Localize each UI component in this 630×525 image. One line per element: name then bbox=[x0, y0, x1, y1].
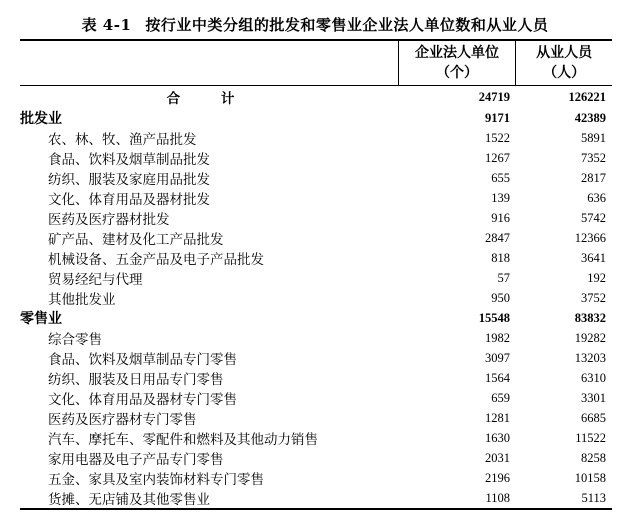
row-name: 矿产品、建材及化工产品批发 bbox=[48, 232, 224, 248]
row-name: 合 计 bbox=[166, 91, 253, 107]
row-name: 文化、体育用品及器材专门零售 bbox=[48, 392, 237, 408]
row-name: 医药及医疗器材专门零售 bbox=[48, 412, 197, 428]
row-units: 916 bbox=[491, 210, 510, 225]
row-units: 950 bbox=[491, 290, 510, 305]
row-units: 1108 bbox=[485, 490, 510, 505]
row-name: 汽车、摩托车、零配件和燃料及其他动力销售 bbox=[48, 432, 318, 448]
table-row bbox=[20, 148, 612, 168]
row-employees: 11522 bbox=[575, 430, 606, 445]
row-name: 五金、家具及室内装饰材料专门零售 bbox=[48, 472, 264, 488]
row-units: 24719 bbox=[478, 89, 510, 104]
row-name: 机械设备、五金产品及电子产品批发 bbox=[48, 252, 264, 268]
row-name: 食品、饮料及烟草制品专门零售 bbox=[48, 352, 237, 368]
row-units: 659 bbox=[491, 390, 510, 405]
table-row bbox=[20, 448, 612, 468]
table-row bbox=[20, 188, 612, 208]
table-row bbox=[20, 248, 612, 268]
row-employees: 8258 bbox=[581, 450, 606, 465]
table-header bbox=[20, 41, 612, 86]
row-name: 货摊、无店铺及其他零售业 bbox=[48, 492, 210, 508]
table-number: 表 4-1 bbox=[81, 16, 132, 34]
row-employees: 10158 bbox=[574, 470, 606, 485]
category-row bbox=[20, 308, 612, 328]
row-employees: 5742 bbox=[581, 210, 606, 225]
row-units: 15548 bbox=[478, 310, 510, 325]
category-row bbox=[20, 108, 612, 128]
table-row bbox=[20, 328, 612, 348]
row-units: 9171 bbox=[485, 110, 510, 125]
row-employees: 3301 bbox=[581, 390, 606, 405]
row-name: 农、林、牧、渔产品批发 bbox=[48, 132, 197, 148]
row-units: 1281 bbox=[485, 410, 510, 425]
row-units: 1982 bbox=[485, 330, 510, 345]
row-employees: 83832 bbox=[574, 310, 606, 325]
row-units: 1522 bbox=[485, 130, 510, 145]
table-row bbox=[20, 208, 612, 228]
row-units: 818 bbox=[491, 250, 510, 265]
row-name: 纺织、服装及日用品专门零售 bbox=[48, 372, 224, 388]
header-employees bbox=[516, 41, 612, 85]
row-name: 纺织、服装及家庭用品批发 bbox=[48, 172, 210, 188]
row-employees: 192 bbox=[587, 270, 606, 285]
table-row bbox=[20, 368, 612, 388]
table-title bbox=[0, 14, 630, 35]
table-title-text: 按行业中类分组的批发和零售业企业法人单位数和从业人员 bbox=[145, 16, 549, 34]
row-employees: 6310 bbox=[581, 370, 606, 385]
row-employees: 5891 bbox=[581, 130, 606, 145]
row-employees: 19282 bbox=[574, 330, 606, 345]
header-employees-label: 从业人员 bbox=[536, 45, 593, 61]
row-employees: 42389 bbox=[574, 110, 606, 125]
row-name: 家用电器及电子产品专门零售 bbox=[48, 452, 224, 468]
row-name: 综合零售 bbox=[48, 332, 102, 348]
row-units: 2031 bbox=[485, 450, 510, 465]
row-units: 2847 bbox=[485, 230, 510, 245]
header-units-unit: （个） bbox=[436, 65, 479, 81]
row-units: 655 bbox=[491, 170, 510, 185]
table-row bbox=[20, 348, 612, 368]
row-employees: 2817 bbox=[581, 170, 606, 185]
table-row bbox=[20, 128, 612, 148]
row-employees: 5113 bbox=[581, 490, 606, 505]
row-employees: 3641 bbox=[581, 250, 606, 265]
row-employees: 6685 bbox=[581, 410, 606, 425]
row-employees: 13203 bbox=[574, 350, 606, 365]
table-row bbox=[20, 168, 612, 188]
data-table bbox=[20, 39, 612, 510]
row-units: 1630 bbox=[485, 430, 510, 445]
table-row bbox=[20, 268, 612, 288]
table-row bbox=[20, 388, 612, 408]
row-units: 3097 bbox=[485, 350, 510, 365]
row-name: 医药及医疗器材批发 bbox=[48, 212, 170, 228]
row-name: 零售业 bbox=[20, 311, 62, 327]
table-row bbox=[20, 428, 612, 448]
row-employees: 126221 bbox=[568, 89, 606, 104]
row-name: 其他批发业 bbox=[48, 292, 116, 308]
table-row bbox=[20, 228, 612, 248]
row-units: 57 bbox=[497, 270, 510, 285]
row-name: 食品、饮料及烟草制品批发 bbox=[48, 152, 210, 168]
row-employees: 12366 bbox=[574, 230, 606, 245]
table-row bbox=[20, 288, 612, 308]
row-units: 1564 bbox=[485, 370, 510, 385]
header-blank-cell bbox=[20, 41, 399, 85]
header-units bbox=[399, 41, 517, 85]
row-employees: 3752 bbox=[581, 290, 606, 305]
header-employees-unit: （人） bbox=[543, 65, 586, 81]
row-units: 139 bbox=[491, 190, 510, 205]
row-name: 文化、体育用品及器材批发 bbox=[48, 192, 210, 208]
row-units: 2196 bbox=[485, 470, 510, 485]
row-employees: 636 bbox=[587, 190, 606, 205]
row-name: 批发业 bbox=[20, 111, 62, 127]
row-employees: 7352 bbox=[581, 150, 606, 165]
total-row bbox=[20, 86, 612, 108]
table-body bbox=[20, 86, 612, 508]
table-row bbox=[20, 488, 612, 508]
table-row bbox=[20, 408, 612, 428]
row-units: 1267 bbox=[485, 150, 510, 165]
row-name: 贸易经纪与代理 bbox=[48, 272, 143, 288]
table-row bbox=[20, 468, 612, 488]
header-units-label: 企业法人单位 bbox=[415, 45, 500, 61]
